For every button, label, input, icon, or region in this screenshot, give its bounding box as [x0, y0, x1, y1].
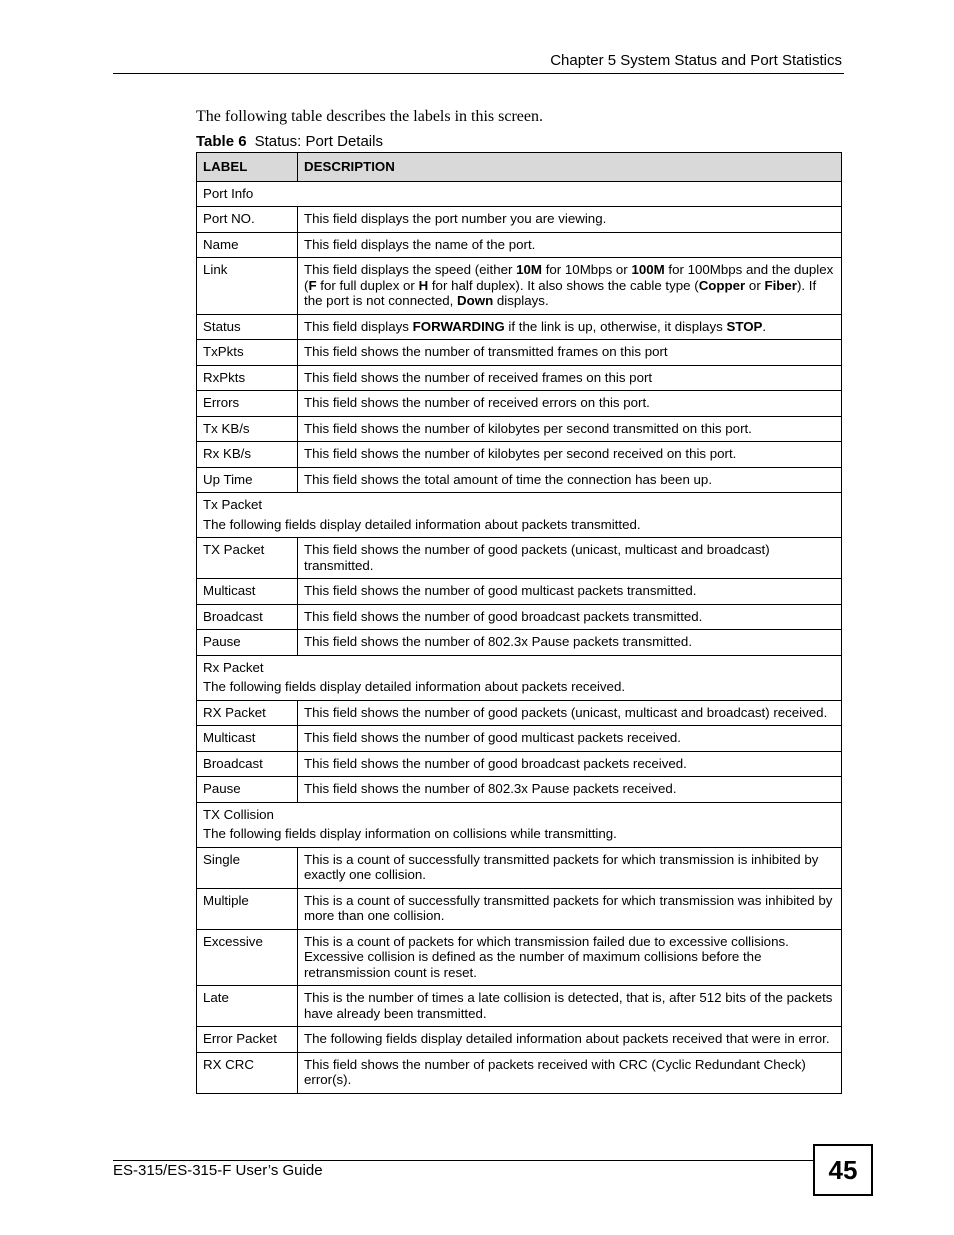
section-row — [197, 655, 842, 700]
intro-text: The following table describes the labels in this screen. — [196, 108, 544, 125]
section-row — [197, 802, 842, 847]
label-cell: Excessive — [197, 929, 298, 986]
label-cell: Status — [197, 314, 298, 340]
table-body — [197, 181, 842, 1093]
description-cell: This is a count of successfully transmitted packets for which transmission was inhibited by more than one collision. — [298, 888, 842, 929]
section-cell — [197, 802, 842, 847]
label-cell: Multicast — [197, 579, 298, 605]
guide-title: ES-315/ES-315-F User’s Guide — [113, 1162, 323, 1179]
description-cell: This field shows the number of kilobytes per second received on this port. — [298, 442, 842, 468]
table-row — [197, 340, 842, 366]
section-cell — [197, 493, 842, 538]
label-cell: Up Time — [197, 467, 298, 493]
label-cell: Single — [197, 847, 298, 888]
chapter-header: Chapter 5 System Status and Port Statistics — [550, 52, 842, 69]
section-title: Tx Packet — [203, 497, 263, 512]
label-cell: Broadcast — [197, 604, 298, 630]
table-row — [197, 579, 842, 605]
table-row — [197, 929, 842, 986]
table-row — [197, 630, 842, 656]
description-cell: This is the number of times a late collision is detected, that is, after 512 bits of the packets have already been transmitted. — [298, 986, 842, 1027]
table-row — [197, 1027, 842, 1053]
table-row — [197, 726, 842, 752]
section-title: TX Collision — [203, 806, 274, 822]
label-cell: RX CRC — [197, 1052, 298, 1093]
section-title: Port Info — [203, 185, 254, 201]
label-cell: Rx KB/s — [197, 442, 298, 468]
description-cell: This is a count of packets for which transmission failed due to excessive collisions. Excessive collision is defined as the number of maximum collisions before the retransmission count is reset. — [298, 929, 842, 986]
description-cell: This field displays the speed (either 10M for 10Mbps or 100M for 100Mbps and the duplex (F for full duplex or H for half duplex). It also shows the cable type (Copper or Fiber). If the port is not connected, Down displays. — [298, 258, 842, 315]
label-cell: Errors — [197, 391, 298, 417]
label-cell: RxPkts — [197, 365, 298, 391]
footer-rule — [113, 1160, 813, 1161]
table-row — [197, 777, 842, 803]
description-cell: This field shows the total amount of time the connection has been up. — [298, 467, 842, 493]
table-row — [197, 986, 842, 1027]
section-title: Rx Packet — [203, 659, 264, 675]
description-cell: This field shows the number of good broadcast packets transmitted. — [298, 604, 842, 630]
label-cell: Name — [197, 232, 298, 258]
description-cell: This field shows the number of kilobytes per second transmitted on this port. — [298, 416, 842, 442]
description-cell: The following fields display detailed information about packets received that were in error. — [298, 1027, 842, 1053]
description-cell: This field displays the name of the port. — [298, 232, 842, 258]
description-cell: This field shows the number of received frames on this port — [298, 365, 842, 391]
label-cell: TxPkts — [197, 340, 298, 366]
label-cell: Broadcast — [197, 751, 298, 777]
table-row — [197, 391, 842, 417]
description-cell: This field shows the number of packets received with CRC (Cyclic Redundant Check) error(s). — [298, 1052, 842, 1093]
description-cell: This field shows the number of good packets (unicast, multicast and broadcast) received. — [298, 700, 842, 726]
table-row — [197, 847, 842, 888]
table-row — [197, 207, 842, 233]
table-row — [197, 751, 842, 777]
table-caption-label: Table 6 — [196, 133, 247, 150]
description-cell: This field shows the number of received errors on this port. — [298, 391, 842, 417]
header-rule — [113, 73, 844, 74]
label-cell: Late — [197, 986, 298, 1027]
description-cell: This field shows the number of good broadcast packets received. — [298, 751, 842, 777]
table-row — [197, 700, 842, 726]
label-cell: Multicast — [197, 726, 298, 752]
page-number: 45 — [813, 1144, 873, 1196]
table-row — [197, 314, 842, 340]
section-description: The following fields display information on collisions while transmitting. — [203, 826, 617, 841]
label-column-header: LABEL — [197, 153, 298, 182]
label-cell: Multiple — [197, 888, 298, 929]
table-row — [197, 467, 842, 493]
table-row — [197, 604, 842, 630]
description-cell: This field shows the number of 802.3x Pause packets transmitted. — [298, 630, 842, 656]
label-cell: Link — [197, 258, 298, 315]
table-row — [197, 538, 842, 579]
section-cell — [197, 181, 842, 207]
label-cell: TX Packet — [197, 538, 298, 579]
section-description: The following fields display detailed information about packets transmitted. — [203, 516, 641, 532]
description-column-header: DESCRIPTION — [298, 153, 842, 182]
description-cell: This field shows the number of good multicast packets transmitted. — [298, 579, 842, 605]
table-row — [197, 258, 842, 315]
label-cell: RX Packet — [197, 700, 298, 726]
label-cell: Port NO. — [197, 207, 298, 233]
label-cell: Error Packet — [197, 1027, 298, 1053]
description-cell: This field shows the number of good multicast packets received. — [298, 726, 842, 752]
section-row — [197, 493, 842, 538]
label-cell: Pause — [197, 630, 298, 656]
section-cell — [197, 655, 842, 700]
section-description: The following fields display detailed information about packets received. — [203, 679, 626, 694]
port-details-table — [196, 152, 842, 1094]
table-caption-title: Status: Port Details — [254, 133, 383, 150]
label-cell: Pause — [197, 777, 298, 803]
description-cell: This field shows the number of good packets (unicast, multicast and broadcast) transmitted. — [298, 538, 842, 579]
table-row — [197, 365, 842, 391]
table-row — [197, 232, 842, 258]
table-row — [197, 416, 842, 442]
description-cell: This field shows the number of 802.3x Pause packets received. — [298, 777, 842, 803]
label-cell: Tx KB/s — [197, 416, 298, 442]
description-cell: This field displays the port number you are viewing. — [298, 207, 842, 233]
table-row — [197, 1052, 842, 1093]
description-cell: This field displays FORWARDING if the link is up, otherwise, it displays STOP. — [298, 314, 842, 340]
description-cell: This is a count of successfully transmitted packets for which transmission is inhibited by exactly one collision. — [298, 847, 842, 888]
table-header-row — [197, 153, 842, 182]
section-row — [197, 181, 842, 207]
table-caption — [196, 133, 383, 150]
description-cell: This field shows the number of transmitted frames on this port — [298, 340, 842, 366]
table-row — [197, 888, 842, 929]
table-row — [197, 442, 842, 468]
